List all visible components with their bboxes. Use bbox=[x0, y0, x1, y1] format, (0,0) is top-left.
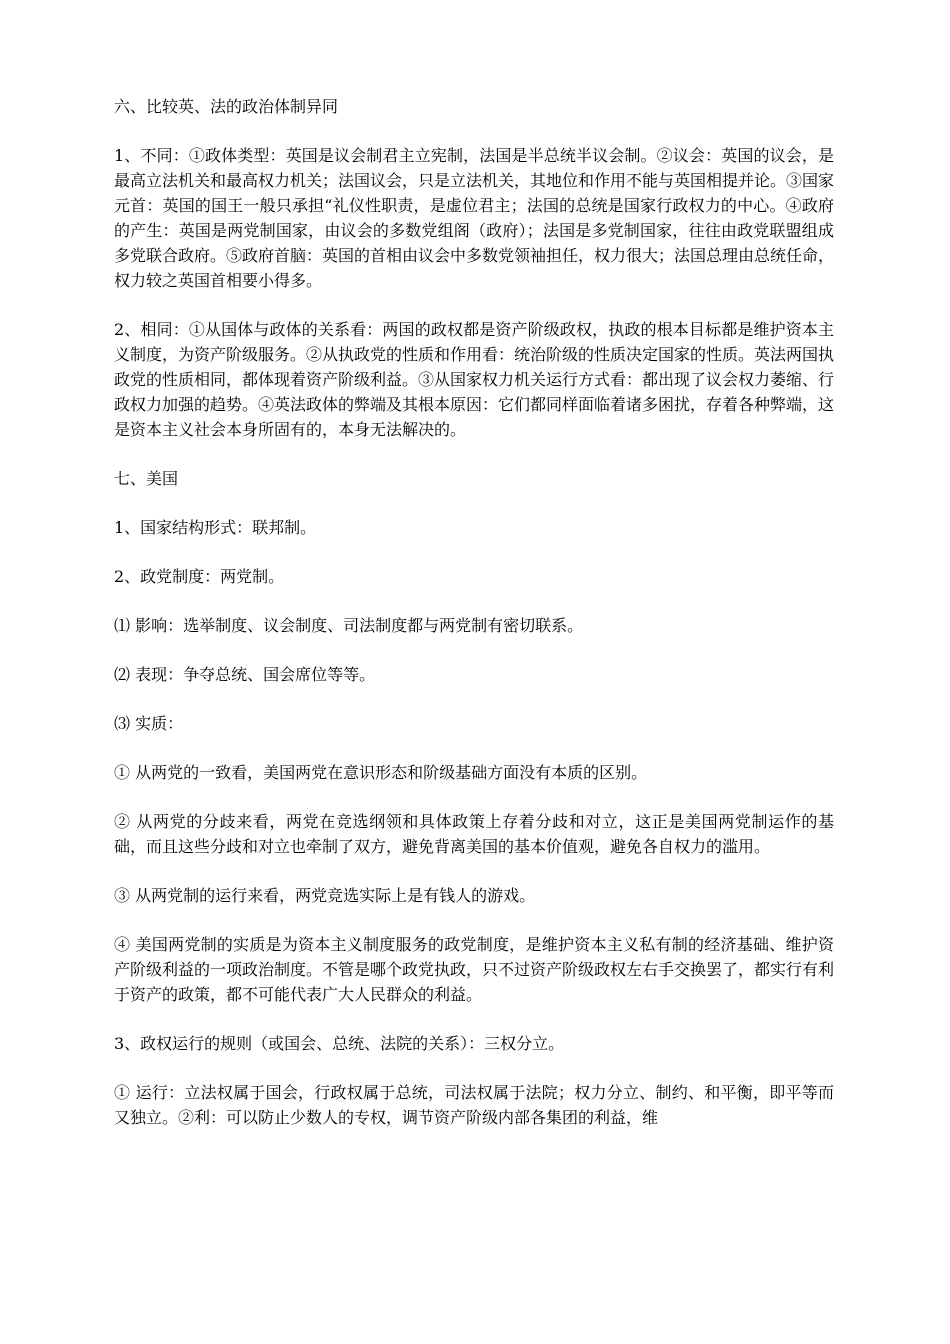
section-heading-7: 七、美国 bbox=[114, 469, 179, 488]
document-page bbox=[114, 94, 834, 1154]
item-separation-of-powers: 3、政权运行的规则（或国会、总统、法院的关系）：三权分立。 bbox=[114, 1034, 565, 1053]
sub-item-manifestation: ⑵ 表现：争夺总统、国会席位等等。 bbox=[114, 665, 376, 684]
item-state-structure: 1、国家结构形式：联邦制。 bbox=[114, 518, 317, 537]
essence-point-1: ① 从两党的一致看，美国两党在意识形态和阶级基础方面没有本质的区别。 bbox=[114, 763, 648, 782]
paragraph-similarities: 2、相同：①从国体与政体的关系看：两国的政权都是资产阶级政权，执政的根本目标都是维护资本主义制度，为资产阶级服务。②从执政党的性质和作用看：统治阶级的性质决定国家的性质。英法两国执政党的性质相同，都体现着资产阶级利益。③从国家权力机关运行方式看：都出现了议会权力萎缩、行政权力加强的趋势。④英法政体的弊端及其根本原因：它们都同样面临着诸多困扰，存着各种弊端，这是资本主义社会本身所固有的，本身无法解决的。 bbox=[114, 320, 835, 439]
sub-item-essence: ⑶ 实质： bbox=[114, 714, 184, 733]
section-heading-6: 六、比较英、法的政治体制异同 bbox=[114, 97, 339, 116]
essence-point-3: ③ 从两党制的运行来看，两党竞选实际上是有钱人的游戏。 bbox=[114, 886, 536, 905]
sub-item-influence: ⑴ 影响：选举制度、议会制度、司法制度都与两党制有密切联系。 bbox=[114, 616, 584, 635]
essence-point-4: ④ 美国两党制的实质是为资本主义制度服务的政党制度，是维护资本主义私有制的经济基础、维护资产阶级利益的一项政治制度。不管是哪个政党执政，只不过资产阶级政权左右手交换罢了，都实行有利于资产的政策，都不可能代表广大人民群众的利益。 bbox=[114, 935, 835, 1004]
item-party-system: 2、政党制度：两党制。 bbox=[114, 567, 285, 586]
essence-point-2: ② 从两党的分歧来看，两党在竞选纲领和具体政策上存着分歧和对立，这正是美国两党制运作的基础，而且这些分歧和对立也牵制了双方，避免背离美国的基本价值观，避免各自权力的滥用。 bbox=[114, 812, 834, 856]
paragraph-operation: ① 运行：立法权属于国会，行政权属于总统，司法权属于法院；权力分立、制约、和平衡，即平等而又独立。②利：可以防止少数人的专权，调节资产阶级内部各集团的利益，维 bbox=[114, 1083, 834, 1127]
paragraph-differences: 1、不同：①政体类型：英国是议会制君主立宪制，法国是半总统半议会制。②议会：英国的议会，是最高立法机关和最高权力机关；法国议会，只是立法机关，其地位和作用不能与英国相提并论。③国家元首：英国的国王一般只承担“礼仪性职责，是虚位君主；法国的总统是国家行政权力的中心。④政府的产生：英国是两党制国家，由议会的多数党组阁（政府）；法国是多党制国家，往往由政党联盟组成多党联合政府。⑤政府首脑：英国的首相由议会中多数党领袖担任，权力很大；法国总理由总统任命，权力较之英国首相要小得多。 bbox=[114, 146, 835, 290]
